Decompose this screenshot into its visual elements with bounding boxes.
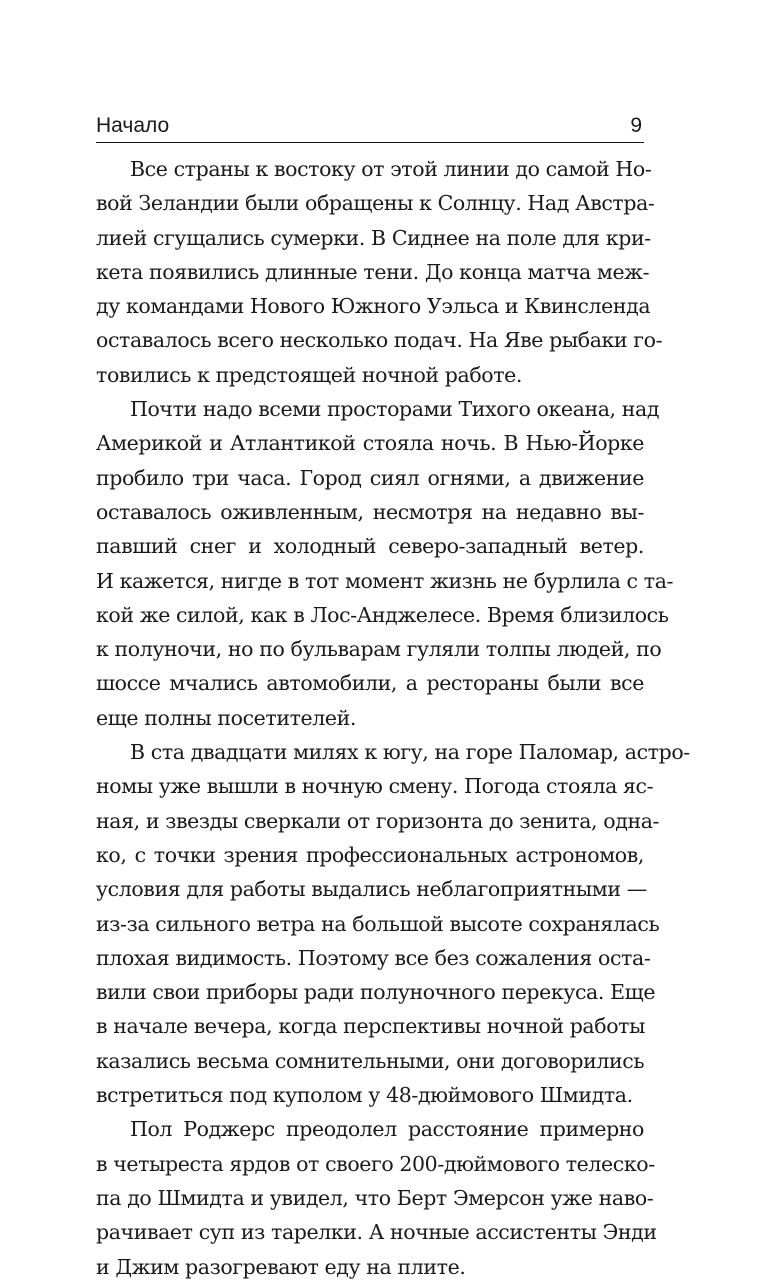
text-line: рачивает суп из тарелки. А ночные ассистенты Энди (96, 1220, 657, 1245)
section-title: Начало (96, 114, 170, 137)
text-line: Почти надо всеми просторами Тихого океана, над (130, 397, 660, 422)
text-line: встретиться под куполом у 48-дюймового Шмидта. (96, 1083, 633, 1108)
page-number: 9 (630, 114, 642, 137)
text-line: вили свои приборы ради полуночного перекуса. Еще (96, 980, 656, 1005)
text-line: плохая видимость. Поэтому все без сожаления оста- (96, 945, 651, 970)
text-line: пробило три часа. Город сиял огнями, а движение (96, 465, 644, 490)
text-line: вой Зеландии были обращены к Солнцу. Над Австра- (96, 191, 655, 216)
text-line: кета появились длинные тени. До конца матча меж- (96, 259, 650, 284)
text-line: в четыреста ярдов от своего 200-дюймового телеско- (96, 1151, 655, 1176)
text-line: в начале вечера, когда перспективы ночной работы (96, 1014, 645, 1039)
text-line: к полуночи, но по бульварам гуляли толпы людей, по (96, 637, 662, 662)
text-line: кой же силой, как в Лос-Анджелесе. Время близилось (96, 602, 669, 627)
text-line: еще полны посетителей. (96, 705, 356, 730)
text-line: лией сгущались сумерки. В Сиднее на поле для кри- (96, 225, 651, 250)
text-line: оставалось всего несколько подач. На Яве рыбаки го- (96, 328, 663, 353)
paragraph-3 (96, 735, 690, 1112)
text-line: товились к предстоящей ночной работе. (96, 362, 523, 387)
paragraph-1 (96, 152, 663, 392)
text-line: номы уже вышли в ночную смену. Погода стояла яс- (96, 774, 654, 799)
text-line: казались весьма сомнительными, они договорились (96, 1048, 645, 1073)
text-line: павший снег и холодный северо-западный ветер. (96, 534, 644, 559)
paragraph-4 (96, 1112, 657, 1283)
text-line: условия для работы выдались неблагоприятными — (96, 877, 647, 902)
text-line: ко, с точки зрения профессиональных астрономов, (96, 842, 644, 867)
text-line: шоссе мчались автомобили, а рестораны были все (96, 671, 644, 696)
text-line: Пол Роджерс преодолел расстояние примерно (130, 1117, 644, 1142)
text-line: ная, и звезды сверкали от горизонта до зенита, одна- (96, 808, 660, 833)
text-line: Америкой и Атлантикой стояла ночь. В Нью-Йорке (96, 431, 644, 456)
running-header (96, 110, 644, 143)
text-line: И кажется, нигде в тот момент жизнь не бурлила с та- (96, 568, 674, 593)
text-line: па до Шмидта и увидел, что Берт Эмерсон уже наво- (96, 1185, 654, 1210)
body-text (96, 152, 690, 1284)
text-line: оставалось оживленным, несмотря на недавно вы- (96, 499, 644, 524)
text-line: В ста двадцати милях к югу, на горе Паломар, астро- (130, 740, 690, 765)
text-line: и Джим разогревают еду на плите. (96, 1254, 466, 1279)
paragraph-2 (96, 392, 674, 735)
text-line: Все страны к востоку от этой линии до самой Но- (130, 157, 652, 181)
text-line: из-за сильного ветра на большой высоте сохранялась (96, 911, 660, 936)
text-line: ду командами Нового Южного Уэльса и Квинсленда (96, 294, 651, 319)
